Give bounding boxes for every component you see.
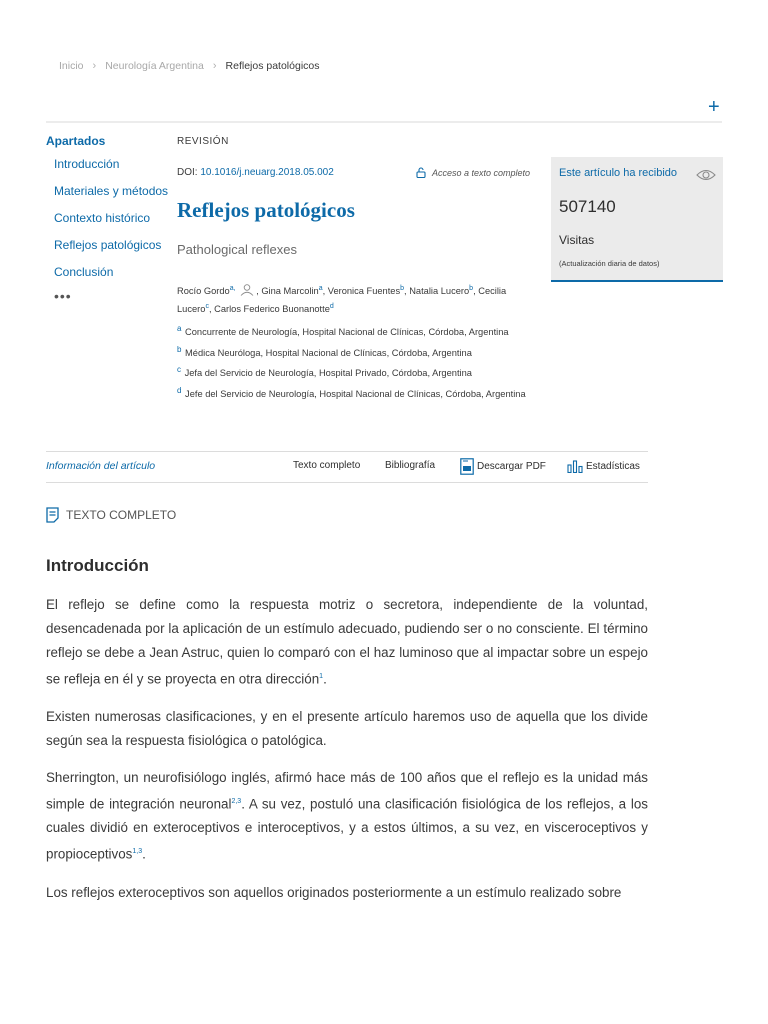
affiliation-item: $^c$ Jefa del Servicio de Neurología, Hospital Privado, Córdoba, Argentina: [177, 365, 472, 379]
citation-link[interactable]: 1: [319, 673, 324, 680]
stats-update-note: (Actualización diaria de datos): [559, 259, 660, 268]
views-label: Visitas: [559, 233, 595, 247]
sidebar-item-contexto-historico[interactable]: Contexto histórico: [54, 211, 151, 225]
paragraph: Los reflejos exteroceptivos son aquellos originados posteriormente a un estímulo realizado sobre: [46, 885, 622, 900]
author-link[interactable]: Carlos Federico Buonanotte: [214, 304, 330, 315]
full-text-label: TEXTO COMPLETO: [46, 507, 176, 523]
download-pdf-button[interactable]: Descargar PDF: [460, 458, 546, 475]
affiliation-item: $^a$ Concurrente de Neurología, Hospital Nacional de Clínicas, Córdoba, Argentina: [177, 324, 509, 338]
sidebar-item-reflejos-patologicos[interactable]: Reflejos patológicos: [54, 238, 162, 252]
author-link[interactable]: Natalia Lucero: [409, 286, 470, 297]
expand-plus-icon[interactable]: +: [708, 96, 720, 118]
paragraph: Existen numerosas clasificaciones, y en el presente artículo haremos uso de aquella que los divide según sea la respuesta fisiológica o patológica.: [46, 709, 648, 748]
eye-icon: [696, 168, 716, 182]
author-link[interactable]: Rocío Gordo: [177, 286, 230, 297]
doi-link[interactable]: 10.1016/j.neuarg.2018.05.002: [200, 167, 334, 178]
affiliation-item: $^d$ Jefe del Servicio de Neurología, Hospital Nacional de Clínicas, Córdoba, Argentina: [177, 385, 526, 399]
views-stats-box: [551, 157, 723, 282]
views-count: 507140: [559, 197, 616, 216]
sidebar-item-materiales-metodos[interactable]: Materiales y métodos: [54, 184, 169, 198]
citation-link[interactable]: 1,3: [132, 848, 143, 856]
tab-texto-completo[interactable]: Texto completo: [293, 460, 361, 471]
article-type-label: REVISIÓN: [177, 136, 229, 147]
affiliation-item: $^b$ Médica Neuróloga, Hospital Nacional de Clínicas, Córdoba, Argentina: [177, 344, 472, 358]
author-link[interactable]: Gina Marcolin: [261, 286, 319, 297]
outline-heading: Apartados: [46, 134, 106, 148]
person-icon[interactable]: [240, 284, 254, 296]
breadcrumb-journal-link[interactable]: Neurología Argentina: [105, 60, 204, 72]
more-sections-icon[interactable]: •••: [54, 288, 72, 304]
document-icon: [46, 507, 59, 523]
bar-chart-icon: [567, 460, 583, 473]
author-list: Rocío Gordo$^{a,}$ , Gina Marcolin$^a$, Veronica Fuentes$^b$, Natalia Lucero$^b$, Cecilia Lucero$^c$, Carlos Federico Buonanotte$^d$: [177, 285, 507, 315]
breadcrumb-home-link[interactable]: Inicio: [59, 60, 84, 72]
divider: [46, 121, 722, 123]
breadcrumb: [59, 60, 320, 72]
unlock-icon: [416, 167, 426, 178]
paragraph: El reflejo se define como la respuesta motriz o secretora, independiente de la voluntad, desencadenada por la aplicación de un estímulo adecuado, pudiendo ser o no consciente. El término reflejo se debe a Jean Astruc, quien lo comparó con el haz luminoso que al impactar sobre un espejo se refleja en él y se proyecta en otra dirección$^1$.: [46, 597, 648, 687]
article-info-title[interactable]: Información del artículo: [46, 460, 156, 472]
affiliation-list: [177, 322, 527, 404]
access-label: Acceso a texto completo: [432, 167, 531, 178]
article-info-bar: [46, 451, 648, 483]
breadcrumb-current: Reflejos patológicos: [225, 60, 320, 72]
paragraph: Sherrington, un neurofisiólogo inglés, afirmó hace más de 100 años que el reflejo es la unidad más simple de integración neuronal$^{2,3}$. A su vez, postuló una clasificación fisiológica de los reflejos, a los cuales dividió en exteroceptivos e interoceptivos, y a estos últimos, a su vez, en visceroceptivos y propioceptivos$^{1,3}$.: [46, 770, 648, 862]
pdf-icon: [460, 458, 474, 475]
chevron-right-icon: ›: [92, 60, 97, 72]
article-outline-sidebar: [46, 134, 171, 304]
author-link[interactable]: Cecilia Lucero: [177, 286, 507, 315]
sidebar-item-introduccion[interactable]: Introducción: [54, 157, 120, 171]
tab-bibliografia[interactable]: Bibliografía: [385, 460, 436, 471]
tab-estadisticas[interactable]: Estadísticas: [567, 460, 640, 473]
doi-prefix: DOI:: [177, 167, 201, 178]
doi-line: [177, 167, 334, 178]
article-title: Reflejos patológicos: [177, 198, 355, 222]
chevron-right-icon: ›: [212, 60, 217, 72]
article-subtitle: Pathological reflexes: [177, 242, 297, 257]
author-link[interactable]: Veronica Fuentes: [327, 286, 401, 297]
open-access-indicator: [416, 167, 530, 178]
citation-link[interactable]: 2,3: [231, 798, 242, 805]
sidebar-item-conclusion[interactable]: Conclusión: [54, 265, 114, 279]
section-title: Introducción: [46, 556, 149, 575]
stats-heading: Este artículo ha recibido: [559, 167, 678, 179]
